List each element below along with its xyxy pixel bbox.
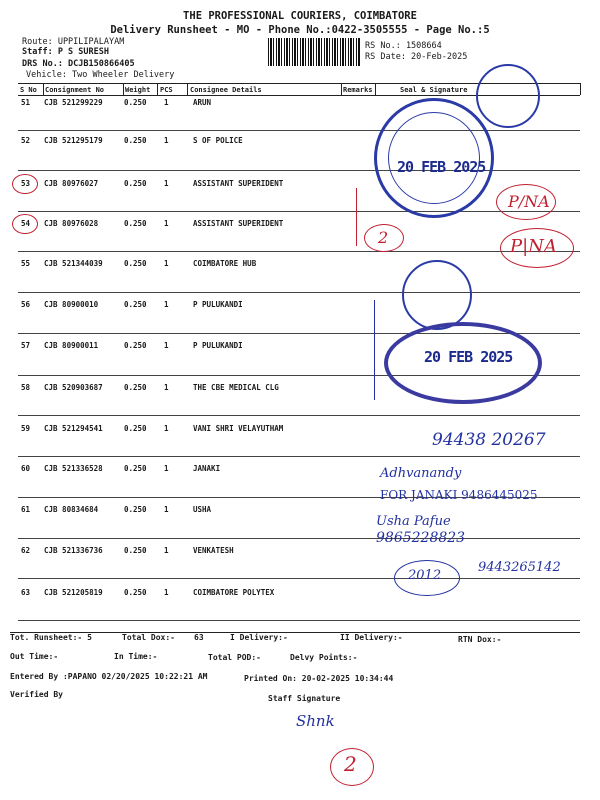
delvy-points: Delvy Points:- [290,653,358,662]
row-60-cno: CJB 521336528 [44,464,103,473]
row-divider [18,578,580,579]
row-54-weight: 0.250 [124,219,147,228]
row-57-pcs: 1 [164,341,169,350]
row-divider [18,538,580,539]
row-53-weight: 0.250 [124,179,147,188]
red-circle-53 [12,174,38,194]
receiver-note-60: FOR JANAKI 9486445025 [380,488,538,502]
runsheet-title: Delivery Runsheet - MO - Phone No.:0422-3505555 - Page No.:5 [110,24,490,36]
total-dox-value: 63 [194,633,204,642]
row-62-cno: CJB 521336736 [44,546,103,555]
phone-note-61: 9865228823 [376,530,466,546]
route-label: Route: UPPILIPALAYAM [22,37,125,47]
row-62-weight: 0.250 [124,546,147,555]
row-51-cno: CJB 521299229 [44,98,103,107]
red-bracket [356,188,357,246]
row-55-consignee: COIMBATORE HUB [193,259,257,268]
row-53-cno: CJB 80976027 [44,179,99,188]
rs-no-label: RS No.: 1508664 [365,41,442,51]
row-53-pcs: 1 [164,179,169,188]
row-divider [18,211,580,212]
bank-stamp [476,64,540,128]
row-54-sno: 54 [21,219,31,228]
printed-on: Printed On: 20-02-2025 10:34:44 [244,674,394,683]
total-dox-label: Total Dox:- [122,633,175,642]
staff-label: Staff: P S SURESH [22,47,109,57]
row-62-pcs: 1 [164,546,169,555]
row-divider [18,620,580,621]
row-62-sno: 62 [21,546,31,555]
in-time: In Time:- [114,652,158,661]
insurance-stamp [402,260,472,330]
rs-date-label: RS Date: 20-Feb-2025 [365,52,468,62]
row-59-sno: 59 [21,424,31,433]
staff-signature-label: Staff Signature [268,694,341,703]
row-56-weight: 0.250 [124,300,147,309]
row-55-sno: 55 [21,259,31,268]
row-59-cno: CJB 521294541 [44,424,103,433]
row-63-consignee: COIMBATORE POLYTEX [193,588,275,597]
row-63-sno: 63 [21,588,31,597]
staff-signature: Shnk [296,712,335,730]
verified-by: Verified By [10,690,63,699]
row-51-consignee: ARUN [193,98,212,107]
row-54-cno: CJB 80976028 [44,219,99,228]
row-55-cno: CJB 521344039 [44,259,103,268]
row-58-consignee: THE CBE MEDICAL CLG [193,383,279,392]
row-60-sno: 60 [21,464,31,473]
row-54-consignee: ASSISTANT SUPERIDENT [193,219,284,228]
row-divider [18,415,580,416]
circled-number: 2 [378,228,389,247]
drs-label: DRS No.: DCJB150866405 [22,59,135,69]
row-52-sno: 52 [21,136,31,145]
row-56-consignee: P PULUKANDI [193,300,243,309]
row-divider [18,292,580,293]
total-pod: Total POD:- [208,653,261,662]
entered-by: Entered By :PAPANO 02/20/2025 10:22:21 AM [10,672,208,681]
row-58-cno: CJB 520903687 [44,383,103,392]
row-divider [18,170,580,171]
phone-note-59: 94438 20267 [432,430,546,450]
row-61-pcs: 1 [164,505,169,514]
row-52-cno: CJB 521295179 [44,136,103,145]
pna-note-1: P/NA [508,192,550,211]
row-52-consignee: S OF POLICE [193,136,243,145]
col-remarks: Remarks [343,86,373,94]
row-63-weight: 0.250 [124,588,147,597]
row-61-cno: CJB 80834684 [44,505,99,514]
col-seal: Seal & Signature [400,86,468,94]
signature-loop-62 [394,560,460,596]
row-61-consignee: USHA [193,505,212,514]
col-weight: Weight [125,86,151,94]
tot-runsheet: Tot. Runsheet:- 5 [10,633,92,642]
blue-bracket [374,300,375,400]
i-delivery: I Delivery:- [230,633,288,642]
footer-circled-number: 2 [344,752,357,776]
col-sno: S No [20,86,37,94]
row-53-consignee: ASSISTANT SUPERIDENT [193,179,284,188]
row-57-cno: CJB 80900011 [44,341,99,350]
row-divider [18,456,580,457]
col-pcs: PCS [160,86,173,94]
row-60-pcs: 1 [164,464,169,473]
col-consignee: Consignee Details [190,86,262,94]
row-52-weight: 0.250 [124,136,147,145]
row-56-cno: CJB 80900010 [44,300,99,309]
row-59-consignee: VANI SHRI VELAYUTHAM [193,424,284,433]
row-60-consignee: JANAKI [193,464,221,473]
receiver-name-61: Usha Pafue [376,514,451,529]
row-63-pcs: 1 [164,588,169,597]
row-57-consignee: P PULUKANDI [193,341,243,350]
row-63-cno: CJB 521205819 [44,588,103,597]
row-divider [18,130,580,131]
stamp-date-1: 20 FEB 2025 [397,158,486,176]
ii-delivery: II Delivery:- [340,633,403,642]
pna-note-2: P|NA [510,236,557,257]
row-51-pcs: 1 [164,98,169,107]
red-circle-54 [12,214,38,234]
row-56-sno: 56 [21,300,31,309]
row-61-weight: 0.250 [124,505,147,514]
row-56-pcs: 1 [164,300,169,309]
signature-62: 2012 [408,568,442,583]
row-59-weight: 0.250 [124,424,147,433]
row-53-sno: 53 [21,179,31,188]
out-time: Out Time:- [10,652,59,661]
company-title: THE PROFESSIONAL COURIERS, COIMBATORE [183,10,417,22]
row-61-sno: 61 [21,505,31,514]
row-51-weight: 0.250 [124,98,147,107]
row-52-pcs: 1 [164,136,169,145]
col-consignment: Consignment No [45,86,105,94]
row-54-pcs: 1 [164,219,169,228]
row-58-sno: 58 [21,383,31,392]
vehicle-label: Vehicle: Two Wheeler Delivery [26,70,175,80]
row-divider [18,251,580,252]
row-55-pcs: 1 [164,259,169,268]
barcode [268,38,360,66]
row-58-pcs: 1 [164,383,169,392]
row-62-consignee: VENKATESH [193,546,234,555]
row-51-sno: 51 [21,98,31,107]
row-58-weight: 0.250 [124,383,147,392]
row-55-weight: 0.250 [124,259,147,268]
rtn-dox: RTN Dox:- [458,635,502,644]
receiver-name-60: Adhvanandy [380,466,462,481]
row-57-sno: 57 [21,341,31,350]
row-60-weight: 0.250 [124,464,147,473]
stamp-date-2: 20 FEB 2025 [424,348,513,366]
row-59-pcs: 1 [164,424,169,433]
phone-note-62: 9443265142 [478,560,561,575]
row-57-weight: 0.250 [124,341,147,350]
